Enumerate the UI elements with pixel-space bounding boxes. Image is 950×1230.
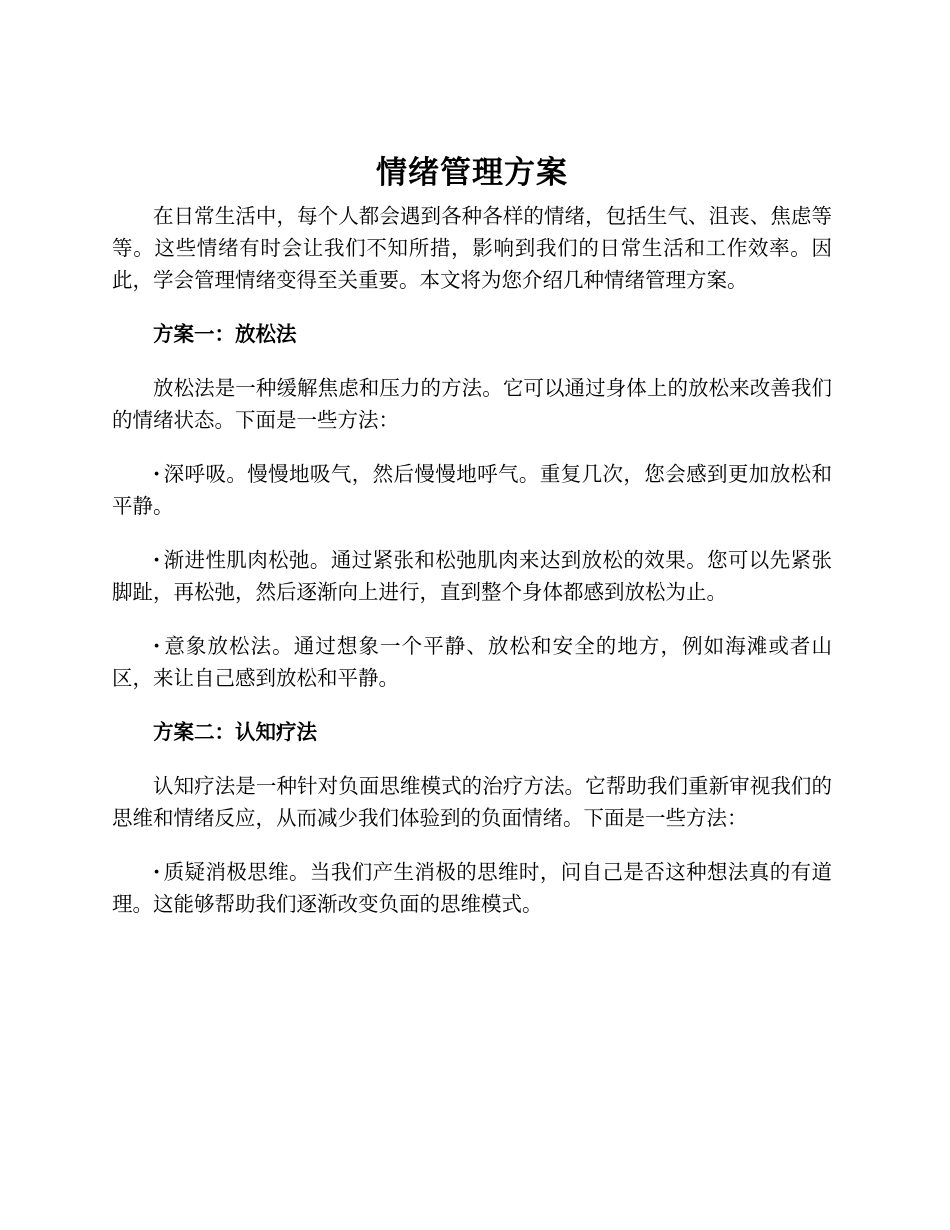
list-item [112, 458, 832, 522]
list-item-text: 深呼吸。慢慢地吸气，然后慢慢地呼气。重复几次，您会感到更加放松和平静。 [112, 462, 832, 518]
list-item-text: 质疑消极思维。当我们产生消极的思维时，问自己是否这种想法真的有道理。这能够帮助我们逐渐改变负面的思维模式。 [112, 860, 832, 916]
section-relaxation [112, 318, 832, 694]
section-heading: 方案二：认知疗法 [153, 720, 317, 744]
section-description: 放松法是一种缓解焦虑和压力的方法。它可以通过身体上的放松来改善我们的情绪状态。下面是一些方法： [112, 376, 832, 432]
section-cognitive-therapy [112, 716, 832, 920]
section-description: 认知疗法是一种针对负面思维模式的治疗方法。它帮助我们重新审视我们的思维和情绪反应，从而减少我们体验到的负面情绪。下面是一些方法： [112, 774, 832, 830]
bullet-icon: · [153, 860, 161, 884]
document-body [112, 146, 832, 920]
list-item-text: 渐进性肌肉松弛。通过紧张和松弛肌肉来达到放松的效果。您可以先紧张脚趾，再松弛，然后逐渐向上进行，直到整个身体都感到放松为止。 [112, 548, 832, 604]
bullet-icon: · [153, 548, 161, 572]
intro-paragraph: 在日常生活中，每个人都会遇到各种各样的情绪，包括生气、沮丧、焦虑等等。这些情绪有时会让我们不知所措，影响到我们的日常生活和工作效率。因此，学会管理情绪变得至关重要。本文将为您介绍几种情绪管理方案。 [112, 204, 832, 292]
list-item [112, 856, 832, 920]
list-item [112, 630, 832, 694]
bullet-icon: · [153, 634, 161, 658]
list-item [112, 544, 832, 608]
list-item-text: 意象放松法。通过想象一个平静、放松和安全的地方，例如海滩或者山区，来让自己感到放松和平静。 [112, 634, 832, 690]
section-heading: 方案一：放松法 [153, 322, 297, 346]
document-title: 情绪管理方案 [376, 155, 568, 191]
bullet-icon: · [153, 462, 161, 486]
